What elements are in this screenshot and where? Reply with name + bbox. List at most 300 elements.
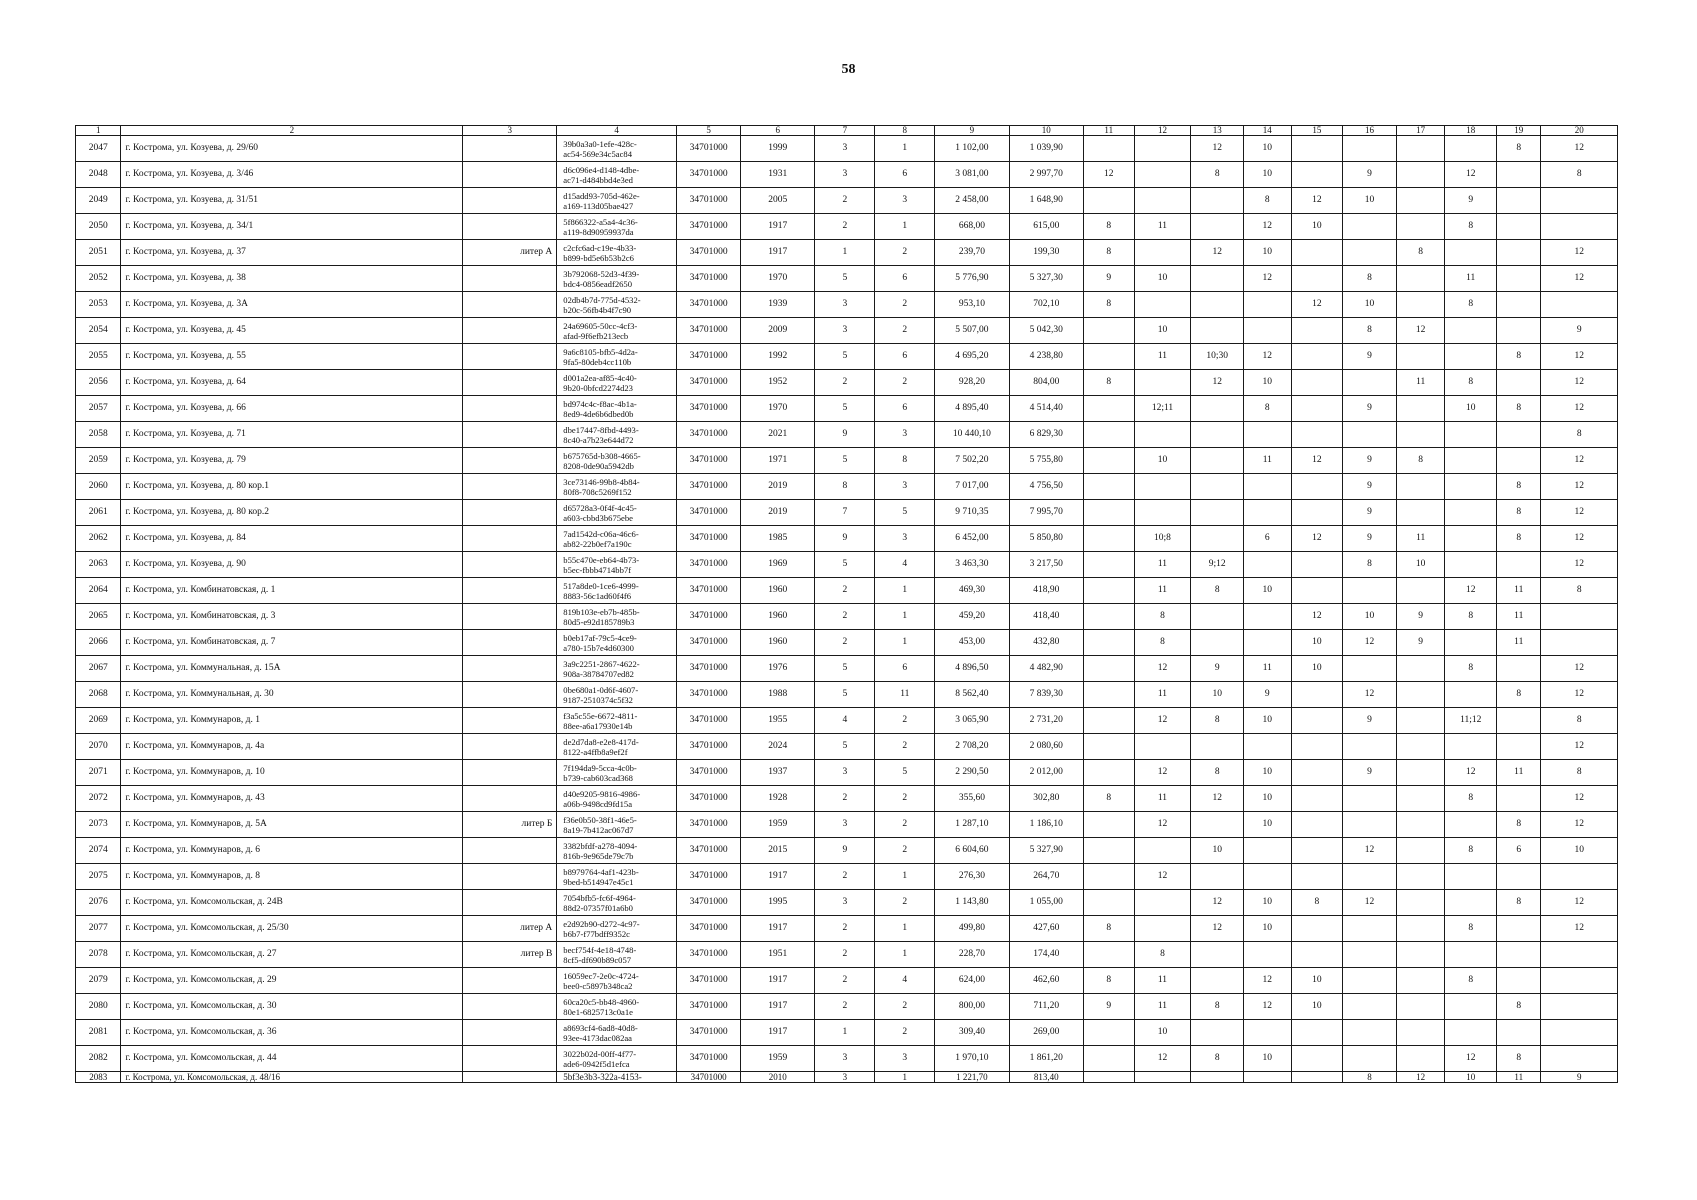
cell-c11	[1083, 526, 1134, 552]
cell-c12: 12	[1134, 864, 1191, 890]
cell-entrances: 6	[875, 396, 935, 422]
cell-c17	[1396, 474, 1445, 500]
cell-floors: 2	[815, 942, 875, 968]
guid-part: 9187-2510374c5f32	[563, 694, 633, 705]
cell-row-number: 2052	[76, 266, 121, 292]
cell-c14: 10	[1244, 812, 1292, 838]
cell-total-area: 309,40	[935, 1020, 1009, 1046]
cell-guid	[557, 760, 677, 786]
guid-part: a780-15b7e4d60300	[563, 642, 634, 653]
cell-c18: 11;12	[1445, 708, 1497, 734]
cell-build-year: 1951	[741, 942, 815, 968]
cell-row-number: 2056	[76, 370, 121, 396]
cell-c18	[1445, 136, 1497, 162]
cell-c19: 8	[1497, 812, 1541, 838]
cell-c16	[1343, 994, 1397, 1020]
cell-c20: 8	[1541, 162, 1618, 188]
cell-liter: литер В	[463, 942, 557, 968]
cell-row-number: 2068	[76, 682, 121, 708]
cell-c12: 12	[1134, 760, 1191, 786]
table-row	[76, 838, 1618, 864]
cell-liter	[463, 136, 557, 162]
cell-total-area: 1 287,10	[935, 812, 1009, 838]
column-header-9: 9	[935, 126, 1009, 136]
cell-c19	[1497, 916, 1541, 942]
cell-address: г. Кострома, ул. Комбинатовская, д. 1	[121, 578, 463, 604]
guid-part: d15add93-705d-462e-	[563, 190, 640, 201]
cell-c16	[1343, 968, 1397, 994]
cell-living-area: 5 850,80	[1009, 526, 1083, 552]
guid-part: f36e0b50-38f1-46e5-	[563, 814, 637, 825]
cell-c18: 8	[1445, 916, 1497, 942]
cell-c13: 10	[1191, 838, 1244, 864]
cell-address: г. Кострома, ул. Козуева, д. 80 кор.2	[121, 500, 463, 526]
cell-c18	[1445, 474, 1497, 500]
cell-c11	[1083, 734, 1134, 760]
guid-part: 80d5-e92d185789b3	[563, 616, 635, 627]
cell-c12: 12	[1134, 708, 1191, 734]
cell-c13: 10;30	[1191, 344, 1244, 370]
cell-c18	[1445, 526, 1497, 552]
cell-floors: 3	[815, 1072, 875, 1083]
cell-row-number: 2069	[76, 708, 121, 734]
column-header-8: 8	[875, 126, 935, 136]
cell-build-year: 1917	[741, 916, 815, 942]
cell-oktmo-code: 34701000	[677, 292, 741, 318]
cell-floors: 1	[815, 240, 875, 266]
cell-c13	[1191, 812, 1244, 838]
cell-address: г. Кострома, ул. Козуева, д. 3/46	[121, 162, 463, 188]
cell-row-number: 2064	[76, 578, 121, 604]
cell-c12	[1134, 734, 1191, 760]
cell-c16	[1343, 916, 1397, 942]
cell-c20: 12	[1541, 734, 1618, 760]
cell-c11	[1083, 552, 1134, 578]
cell-address: г. Кострома, ул. Коммунаров, д. 4а	[121, 734, 463, 760]
cell-c19	[1497, 214, 1541, 240]
column-header-1: 1	[76, 126, 121, 136]
table-row	[76, 760, 1618, 786]
cell-guid	[557, 266, 677, 292]
cell-address: г. Кострома, ул. Комбинатовская, д. 7	[121, 630, 463, 656]
cell-c20: 12	[1541, 448, 1618, 474]
cell-c11: 9	[1083, 266, 1134, 292]
cell-c20: 12	[1541, 500, 1618, 526]
cell-c16: 9	[1343, 396, 1397, 422]
cell-row-number: 2063	[76, 552, 121, 578]
cell-oktmo-code: 34701000	[677, 812, 741, 838]
guid-part: b55c470e-eb64-4b73-	[563, 554, 640, 565]
cell-c16: 10	[1343, 604, 1397, 630]
cell-oktmo-code: 34701000	[677, 214, 741, 240]
cell-liter	[463, 1020, 557, 1046]
cell-address: г. Кострома, ул. Комбинатовская, д. 3	[121, 604, 463, 630]
cell-liter	[463, 786, 557, 812]
cell-c13	[1191, 474, 1244, 500]
cell-c16	[1343, 656, 1397, 682]
cell-c17: 12	[1396, 1072, 1445, 1083]
cell-c20: 12	[1541, 474, 1618, 500]
cell-c13: 8	[1191, 708, 1244, 734]
cell-oktmo-code: 34701000	[677, 1020, 741, 1046]
guid-part: b6b7-f77bdff9352c	[563, 928, 630, 939]
cell-c15	[1291, 552, 1343, 578]
cell-c19: 8	[1497, 526, 1541, 552]
cell-c14	[1244, 500, 1292, 526]
cell-address: г. Кострома, ул. Козуева, д. 90	[121, 552, 463, 578]
cell-c13: 12	[1191, 890, 1244, 916]
cell-liter: литер А	[463, 916, 557, 942]
cell-row-number: 2051	[76, 240, 121, 266]
cell-c19: 11	[1497, 1072, 1541, 1083]
cell-c17	[1396, 734, 1445, 760]
table-row	[76, 708, 1618, 734]
guid-part: b0eb17af-79c5-4ce9-	[563, 632, 637, 643]
cell-c12: 10	[1134, 1020, 1191, 1046]
cell-oktmo-code: 34701000	[677, 838, 741, 864]
cell-c11: 8	[1083, 786, 1134, 812]
cell-liter	[463, 422, 557, 448]
cell-c11: 9	[1083, 994, 1134, 1020]
cell-c13: 8	[1191, 1046, 1244, 1072]
cell-entrances: 4	[875, 552, 935, 578]
guid-part: bee0-c5897b348ca2	[563, 980, 633, 991]
cell-c17: 9	[1396, 604, 1445, 630]
cell-c12	[1134, 1072, 1191, 1083]
cell-floors: 5	[815, 448, 875, 474]
cell-c17	[1396, 760, 1445, 786]
guid-part: a06b-9498cd9fd15a	[563, 798, 633, 809]
cell-c11	[1083, 396, 1134, 422]
cell-build-year: 1971	[741, 448, 815, 474]
cell-oktmo-code: 34701000	[677, 994, 741, 1020]
cell-liter	[463, 630, 557, 656]
cell-entrances: 2	[875, 994, 935, 1020]
column-header-17: 17	[1396, 126, 1445, 136]
cell-build-year: 1917	[741, 240, 815, 266]
cell-oktmo-code: 34701000	[677, 188, 741, 214]
cell-c15: 8	[1291, 890, 1343, 916]
table-row	[76, 448, 1618, 474]
table-row	[76, 266, 1618, 292]
cell-build-year: 2009	[741, 318, 815, 344]
cell-oktmo-code: 34701000	[677, 526, 741, 552]
cell-total-area: 800,00	[935, 994, 1009, 1020]
cell-c20: 8	[1541, 760, 1618, 786]
guid-part: 9a6c8105-bfb5-4d2a-	[563, 346, 638, 357]
cell-guid	[557, 552, 677, 578]
cell-build-year: 1970	[741, 396, 815, 422]
cell-c14: 12	[1244, 344, 1292, 370]
cell-c13: 8	[1191, 994, 1244, 1020]
cell-liter	[463, 838, 557, 864]
cell-c19	[1497, 708, 1541, 734]
cell-c19: 8	[1497, 1046, 1541, 1072]
cell-c11	[1083, 942, 1134, 968]
cell-build-year: 2005	[741, 188, 815, 214]
cell-living-area: 264,70	[1009, 864, 1083, 890]
cell-c12: 10	[1134, 448, 1191, 474]
cell-entrances: 5	[875, 500, 935, 526]
cell-c19: 11	[1497, 578, 1541, 604]
cell-c19: 8	[1497, 474, 1541, 500]
cell-c13	[1191, 448, 1244, 474]
cell-c13	[1191, 500, 1244, 526]
cell-liter	[463, 162, 557, 188]
cell-c12: 8	[1134, 942, 1191, 968]
cell-floors: 1	[815, 1020, 875, 1046]
guid-part: bdc4-0856eadf2650	[563, 278, 633, 289]
table-row	[76, 136, 1618, 162]
guid-part: d6c096e4-d148-4dbe-	[563, 164, 640, 175]
cell-c11	[1083, 448, 1134, 474]
cell-address: г. Кострома, ул. Комсомольская, д. 36	[121, 1020, 463, 1046]
cell-c11: 8	[1083, 214, 1134, 240]
guid-part: afad-9f6efb213ecb	[563, 330, 629, 341]
cell-c20: 12	[1541, 344, 1618, 370]
cell-entrances: 2	[875, 708, 935, 734]
cell-total-area: 1 143,80	[935, 890, 1009, 916]
cell-c12: 10	[1134, 318, 1191, 344]
cell-c20: 12	[1541, 916, 1618, 942]
cell-c15	[1291, 344, 1343, 370]
cell-row-number: 2071	[76, 760, 121, 786]
cell-build-year: 1985	[741, 526, 815, 552]
cell-c17	[1396, 162, 1445, 188]
cell-floors: 2	[815, 864, 875, 890]
cell-living-area: 432,80	[1009, 630, 1083, 656]
cell-build-year: 2019	[741, 500, 815, 526]
cell-floors: 3	[815, 760, 875, 786]
cell-c19	[1497, 188, 1541, 214]
cell-row-number: 2076	[76, 890, 121, 916]
cell-c13: 12	[1191, 240, 1244, 266]
cell-c13	[1191, 1020, 1244, 1046]
cell-liter	[463, 370, 557, 396]
cell-c18	[1445, 1020, 1497, 1046]
cell-c13: 12	[1191, 136, 1244, 162]
cell-c15	[1291, 318, 1343, 344]
cell-living-area: 5 327,30	[1009, 266, 1083, 292]
column-header-5: 5	[677, 126, 741, 136]
cell-c15	[1291, 760, 1343, 786]
cell-liter	[463, 266, 557, 292]
cell-c19: 8	[1497, 396, 1541, 422]
cell-oktmo-code: 34701000	[677, 656, 741, 682]
cell-build-year: 1917	[741, 214, 815, 240]
cell-c15: 10	[1291, 968, 1343, 994]
cell-oktmo-code: 34701000	[677, 942, 741, 968]
cell-c14: 10	[1244, 578, 1292, 604]
cell-c18	[1445, 812, 1497, 838]
column-header-7: 7	[815, 126, 875, 136]
cell-c17: 12	[1396, 318, 1445, 344]
cell-oktmo-code: 34701000	[677, 916, 741, 942]
cell-living-area: 2 080,60	[1009, 734, 1083, 760]
cell-c20: 8	[1541, 708, 1618, 734]
guid-part: 7f194da9-5cca-4c0b-	[563, 762, 637, 773]
cell-entrances: 1	[875, 630, 935, 656]
cell-c19	[1497, 422, 1541, 448]
cell-c18	[1445, 890, 1497, 916]
cell-oktmo-code: 34701000	[677, 240, 741, 266]
cell-floors: 5	[815, 656, 875, 682]
cell-c12: 12	[1134, 656, 1191, 682]
cell-c20: 10	[1541, 838, 1618, 864]
cell-build-year: 2019	[741, 474, 815, 500]
guid-part: 02db4b7d-775d-4532-	[563, 294, 641, 305]
cell-c11	[1083, 188, 1134, 214]
cell-c14	[1244, 734, 1292, 760]
cell-c18: 8	[1445, 370, 1497, 396]
cell-living-area: 804,00	[1009, 370, 1083, 396]
cell-entrances: 6	[875, 162, 935, 188]
guid-part: 5f866322-a5a4-4c36-	[563, 216, 638, 227]
cell-c12	[1134, 916, 1191, 942]
cell-entrances: 8	[875, 448, 935, 474]
cell-c16: 9	[1343, 474, 1397, 500]
cell-build-year: 1917	[741, 968, 815, 994]
cell-floors: 9	[815, 526, 875, 552]
cell-c13	[1191, 604, 1244, 630]
cell-total-area: 1 102,00	[935, 136, 1009, 162]
cell-c12	[1134, 890, 1191, 916]
cell-total-area: 276,30	[935, 864, 1009, 890]
cell-c17: 10	[1396, 552, 1445, 578]
cell-living-area: 702,10	[1009, 292, 1083, 318]
cell-guid	[557, 526, 677, 552]
cell-row-number: 2059	[76, 448, 121, 474]
cell-address: г. Кострома, ул. Комсомольская, д. 30	[121, 994, 463, 1020]
cell-floors: 7	[815, 500, 875, 526]
cell-c12	[1134, 474, 1191, 500]
cell-address: г. Кострома, ул. Коммунаров, д. 10	[121, 760, 463, 786]
guid-part: b675765d-b308-4665-	[563, 450, 641, 461]
guid-part: 3022b02d-00ff-4f77-	[563, 1048, 637, 1059]
cell-c14: 10	[1244, 136, 1292, 162]
table-row	[76, 396, 1618, 422]
cell-entrances: 3	[875, 526, 935, 552]
cell-total-area: 953,10	[935, 292, 1009, 318]
guid-part: 8c40-a7b23e644d72	[563, 434, 634, 445]
cell-c16	[1343, 812, 1397, 838]
cell-c11	[1083, 682, 1134, 708]
cell-address: г. Кострома, ул. Козуева, д. 64	[121, 370, 463, 396]
cell-guid	[557, 942, 677, 968]
cell-living-area: 5 327,90	[1009, 838, 1083, 864]
table-row	[76, 604, 1618, 630]
cell-floors: 2	[815, 370, 875, 396]
cell-entrances: 4	[875, 968, 935, 994]
cell-c18	[1445, 942, 1497, 968]
cell-c11: 8	[1083, 240, 1134, 266]
cell-c14: 12	[1244, 994, 1292, 1020]
cell-c20: 12	[1541, 682, 1618, 708]
cell-c18: 8	[1445, 604, 1497, 630]
cell-guid	[557, 708, 677, 734]
cell-c14: 10	[1244, 708, 1292, 734]
table-row	[76, 1072, 1618, 1083]
cell-row-number: 2057	[76, 396, 121, 422]
cell-living-area: 813,40	[1009, 1072, 1083, 1083]
cell-c15	[1291, 266, 1343, 292]
cell-entrances: 1	[875, 864, 935, 890]
cell-oktmo-code: 34701000	[677, 318, 741, 344]
cell-oktmo-code: 34701000	[677, 864, 741, 890]
guid-part: ab82-22b0ef7a190c	[563, 538, 632, 549]
cell-living-area: 615,00	[1009, 214, 1083, 240]
cell-c14: 12	[1244, 266, 1292, 292]
cell-build-year: 1959	[741, 812, 815, 838]
cell-c17: 8	[1396, 448, 1445, 474]
cell-c15: 10	[1291, 656, 1343, 682]
cell-c12: 11	[1134, 968, 1191, 994]
cell-oktmo-code: 34701000	[677, 760, 741, 786]
cell-c15	[1291, 734, 1343, 760]
cell-c13	[1191, 318, 1244, 344]
cell-c15	[1291, 864, 1343, 890]
cell-entrances: 6	[875, 266, 935, 292]
cell-build-year: 2015	[741, 838, 815, 864]
cell-floors: 2	[815, 916, 875, 942]
cell-row-number: 2048	[76, 162, 121, 188]
cell-guid	[557, 318, 677, 344]
cell-c17	[1396, 500, 1445, 526]
cell-c14: 8	[1244, 188, 1292, 214]
cell-c19: 6	[1497, 838, 1541, 864]
cell-address: г. Кострома, ул. Козуева, д. 31/51	[121, 188, 463, 214]
cell-c20	[1541, 188, 1618, 214]
guid-part: 8a19-7b412ac067d7	[563, 824, 634, 835]
cell-total-area: 469,30	[935, 578, 1009, 604]
cell-guid	[557, 240, 677, 266]
guid-part: dbe17447-8fbd-4493-	[563, 424, 639, 435]
column-header-3: 3	[463, 126, 557, 136]
guid-part: a119-8d90959937da	[563, 226, 634, 237]
guid-part: 0be680a1-0d6f-4607-	[563, 684, 639, 695]
cell-liter	[463, 500, 557, 526]
cell-total-area: 9 710,35	[935, 500, 1009, 526]
cell-c12	[1134, 188, 1191, 214]
cell-c11	[1083, 1046, 1134, 1072]
cell-row-number: 2061	[76, 500, 121, 526]
cell-c13	[1191, 734, 1244, 760]
guid-part: d65728a3-0f4f-4c45-	[563, 502, 637, 513]
cell-build-year: 1955	[741, 708, 815, 734]
cell-c20: 12	[1541, 786, 1618, 812]
cell-build-year: 1952	[741, 370, 815, 396]
cell-c17	[1396, 916, 1445, 942]
cell-c14	[1244, 422, 1292, 448]
cell-c17	[1396, 266, 1445, 292]
cell-floors: 2	[815, 214, 875, 240]
cell-address: г. Кострома, ул. Комсомольская, д. 27	[121, 942, 463, 968]
guid-part: d001a2ea-af85-4c40-	[563, 372, 637, 383]
cell-floors: 5	[815, 396, 875, 422]
cell-c12	[1134, 422, 1191, 448]
cell-build-year: 1995	[741, 890, 815, 916]
cell-c11	[1083, 760, 1134, 786]
guid-part: 816b-9e965de79c7b	[563, 850, 634, 861]
cell-floors: 5	[815, 266, 875, 292]
guid-part: 80e1-6825713c0a1e	[563, 1006, 633, 1017]
cell-c16: 8	[1343, 266, 1397, 292]
cell-c20	[1541, 942, 1618, 968]
cell-guid	[557, 292, 677, 318]
cell-c18	[1445, 994, 1497, 1020]
cell-c15	[1291, 812, 1343, 838]
cell-build-year: 1960	[741, 630, 815, 656]
